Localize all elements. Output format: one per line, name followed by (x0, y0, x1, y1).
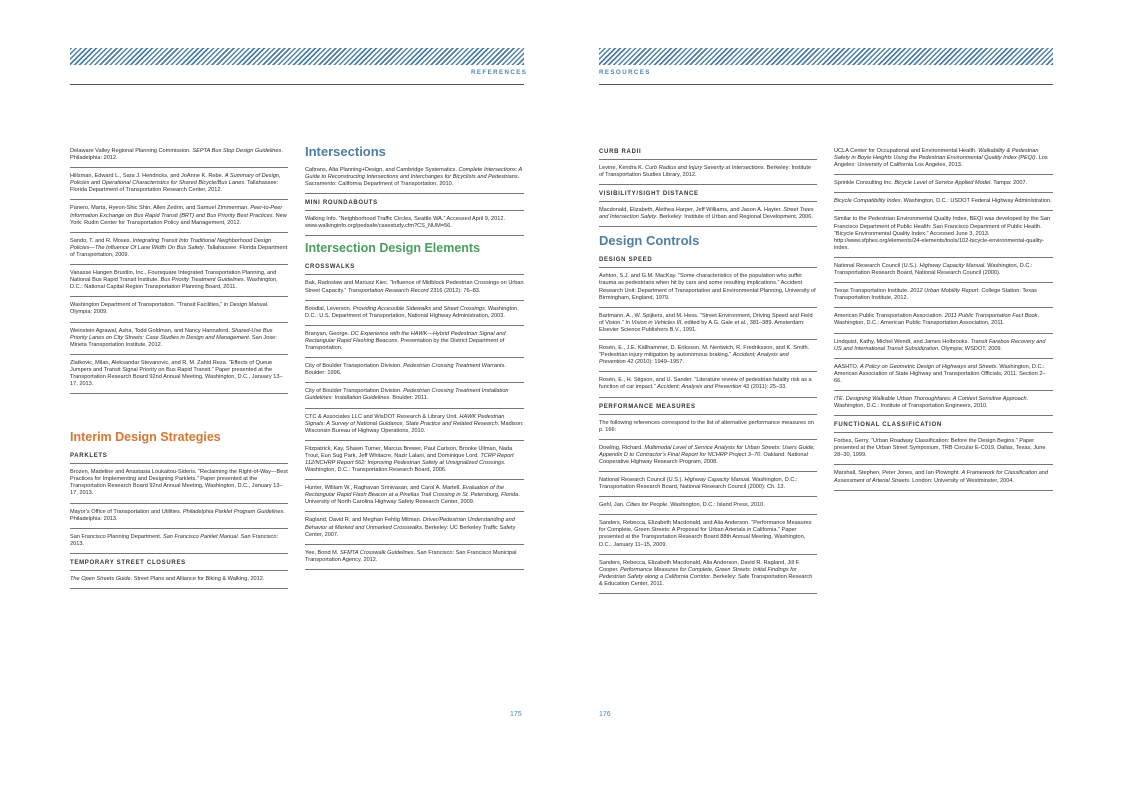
performance-intro: The following references correspond to the list of alternative performance measures on p. 166: (599, 420, 817, 440)
reference-entry: Macdonald, Elizabeth, Alethea Harper, Jeff Williams, and Jason A. Hayter. Street Trees and Intersection Safety. Berkeley: Institute of Urban and Regional Development, 2006. (599, 207, 817, 227)
closures-references (70, 576, 288, 589)
reference-entry: Sprinkle Consulting Inc. Bicycle Level of Service Applied Model. Tampa: 2007. (834, 180, 1053, 193)
reference-entry: Ragland, David R. and Meghan Fehlig Mitman. Driver/Pedestrian Understanding and Behavior at Marked and Unmarked Crosswalks. Berkeley: UC Berkeley Traffic Safety Center, 2007. (305, 517, 524, 544)
reference-entry: UCLA Center for Occupational and Environmental Health. Walkability & Pedestrian Safety in Boyle Heights Using the Pedestrian Environmental Quality Index (PEQI). Los Angeles: University of California Los Angeles, 2013. (834, 148, 1053, 175)
column-1 (70, 148, 288, 594)
reference-entry: Brozen, Madeline and Anastasia Loukaitou-Sideris. “Reclaiming the Right-of-Way—Best Practices for Implementing and Designing Parklets.” Paper presented at the Transportation Research Board 92nd Annual Meeting, Washington, D.C., January 13–17, 2013. (70, 469, 288, 503)
reference-entry: San Francisco Planning Department. San Francisco Parklet Manual. San Francisco: 2013. (70, 534, 288, 554)
left-header-rule (70, 84, 524, 85)
bus-references (70, 148, 288, 394)
reference-entry: Bartmann, A., W. Spijkers, and M. Hess. “Street Environment, Driving Speed and Field of Vision.” In Vision in Vehicles III, edited by A.G. Gale et al., 381–389. Amsterdam: Elsevier Science Publishers B.V., 1991. (599, 313, 817, 340)
subheading-mini-roundabouts: MINI ROUNDABOUTS (305, 199, 524, 211)
reference-entry: Vanasse Hangen Brustlin, Inc., Foursquare Integrated Transportation Planning, and National Bus Rapid Transit Institute. Bus Priority Treatment Guidelines. Washington, D.C.: National Capital Region Transportation Planning Board, 2011. (70, 270, 288, 297)
subheading-performance-measures: PERFORMANCE MEASURES (599, 403, 817, 415)
section-heading-intersections: Intersections (305, 144, 386, 159)
reference-entry: Weinstein Agrawal, Asha, Todd Goldman, and Nancy Hannaford. Shared-Use Bus Priority Lanes on City Streets: Case Studies in Design and Management. San Jose: Mineta Transportation Institute, 2012. (70, 328, 288, 355)
subheading-temporary-closures: TEMPORARY STREET CLOSURES (70, 559, 288, 571)
reference-entry: Panero, Marta, Hyeon-Shic Shin, Allen Zedrin, and Samuel Zimmerman. Peer-to-Peer Information Exchange on Bus Rapid Transit (BRT) and Bus Priority Best Practices. New York: Rudin Center for Transportation Policy and Management, 2012. (70, 205, 288, 232)
crosswalks-references (305, 280, 524, 569)
reference-entry: National Research Council (U.S.). Highway Capacity Manual. Washington, D.C.: Transportation Research Board, National Research Council (2000). (834, 263, 1053, 283)
reference-entry: Walking Info. “Neighborhood Traffic Circles, Seattle WA.” Accessed April 9, 2012. www.walkinginfo.org/pedsafe/casestudy.cfm?CS_NUM=56. (305, 216, 524, 236)
mini-roundabouts-references (305, 216, 524, 236)
column-2 (305, 144, 524, 575)
reference-entry: Caltrans, Alta Planning+Design, and Cambridge Systematics. Complete Intersections: A Guide to Reconstructing Intersections and Interchanges for Bicyclists and Pedestrians. Sacramento: California Department of Transportation, 2010. (305, 167, 524, 194)
reference-entry: Similar to the Pedestrian Environmental Quality Index, BEQI was developed by the San Francisco Department of Public Health: San Francisco Department of Public Health. “Bicycle Environmental Quality Index.” Accessed June 3, 2013. http://www.sfphes.org/elements/24-elements/tools/102-bicycle-environmental-quality-index. (834, 216, 1053, 257)
reference-entry: Gehl, Jan. Cities for People. Washington, D.C.: Island Press, 2010. (599, 502, 817, 515)
reference-entry: Mayor’s Office of Transportation and Utilities. Philadelphia Parklet Program Guidelines. Philadelphia: 2013. (70, 509, 288, 529)
reference-entry: Texas Transportation Institute. 2012 Urban Mobility Report. College Station: Texas Transportation Institute, 2012. (834, 288, 1053, 308)
section-heading-intersection-elements: Intersection Design Elements (305, 241, 481, 256)
right-header-rule (599, 84, 1053, 85)
reference-entry: ITE. Designing Walkable Urban Thoroughfares: A Context Sensitive Approach. Washington, D.C.: Institute of Transportation Engineers, 2010. (834, 396, 1053, 416)
section-heading-interim: Interim Design Strategies (70, 430, 221, 445)
reference-entry: Sanders, Rebecca, Elizabeth Macdonald, Alia Anderson, David R. Ragland, Jill F. Cooper. Performance Measures for Complete, Green Streets: Initial Findings for Pedestrian Safety along a California Corridor. Berkeley: Safe Transportation Research & Education Center, 2011. (599, 560, 817, 594)
reference-entry: Delaware Valley Regional Planning Commission. SEPTA Bus Stop Design Guidelines. Philadelphia: 2012. (70, 148, 288, 168)
reference-entry: Hunter, William W., Raghavan Srinivasan, and Carol A. Martell. Evaluation of the Rectangular Rapid Flash Beacon at a Pinellas Trail Crossing in St. Petersburg, Florida. University of North Carolina Highway Safety Research Center, 2009. (305, 485, 524, 512)
curb-radii-references (599, 165, 817, 185)
reference-entry: City of Boulder Transportation Division. Pedestrian Crossing Treatment Installation Guidelines: Installation Guidelines. Boulder: 2011. (305, 388, 524, 408)
reference-entry: Fitzpatrick, Kay, Shawn Turner, Marcus Brewer, Paul Carlson, Brooke Ullman, Nada Trout, Eun Sug Park, Jeff Whitacre, Nazir Lalani, and Dominique Lord. TCRP Report 112/NCHRP Report 562: Improving Pedestrian Safety at Unsignalized Crossings. Washington, D.C.: Transportation Research Board, 2006. (305, 446, 524, 480)
design-speed-references (599, 273, 817, 397)
subheading-parklets: PARKLETS (70, 452, 288, 464)
intersections-references (305, 167, 524, 194)
running-head-right: RESOURCES (599, 69, 651, 76)
subheading-functional-classification: FUNCTIONAL CLASSIFICATION (834, 421, 1053, 433)
reference-entry: Bak, Radoslaw and Mariusz Kiec. “Influence of Midblock Pedestrian Crossings on Urban Street Capacity.” Transportation Research Record 2316 (2012): 76–83. (305, 280, 524, 300)
page-number-right: 176 (599, 711, 611, 718)
interim-section (70, 430, 288, 589)
reference-entry: Washington Department of Transportation. “Transit Facilities,” in Design Manual. Olympia: 2009. (70, 302, 288, 322)
reference-entry: Boodlal, Leverson. Providing Accessible Sidewalks and Street Crossings. Washington, D.C.: U.S. Department of Transportation, National Highway Administration, 2003. (305, 306, 524, 326)
reference-entry: Dowling, Richard. Multimodal Level of Service Analysis for Urban Streets: Users Guide, Appendix D to Contractor’s Final Report for NCHRP Project 3–70. Oakland: National Cooperative Highway Research Program, 2008. (599, 445, 817, 472)
reference-entry: Zlatkovic, Milan, Aleksandar Stevanovic, and R. M. Zahid Reza. “Effects of Queue Jumpers and Transit Signal Priority on Bus Rapid Transit.” Paper presented at the Transportation Research Board 92nd Annual Meeting, Washington, D.C., January 13–17, 2013. (70, 360, 288, 394)
subheading-design-speed: DESIGN SPEED (599, 256, 817, 268)
left-header-band (70, 48, 524, 65)
page-number-left: 175 (510, 711, 522, 718)
reference-entry: Hillsman, Edward L., Sara J. Hendricks, and JoAnne K. Rebe. A Summary of Design, Policies and Operational Characteristics for Shared Bicycle/Bus Lanes. Tallahassee: Florida Department of Transportation Research Center, 2012. (70, 173, 288, 200)
reference-entry: Lindquist, Kathy, Michel Wendt, and James Holbrooks. Transit Farebox Recovery and US and International Transit Subsidization. Olympia: WSDOT, 2009. (834, 339, 1053, 359)
measures-references (834, 148, 1053, 416)
right-header-band (599, 48, 1053, 65)
reference-entry: Bicycle Compatibility Index. Washington, D.C.: USDOT Federal Highway Administration. (834, 198, 1053, 211)
reference-entry: City of Boulder Transportation Division. Pedestrian Crossing Treatment Warrants. Boulder: 1996. (305, 363, 524, 383)
reference-entry: The Open Streets Guide. Street Plans and Alliance for Biking & Walking, 2012. (70, 576, 288, 589)
column-3 (599, 148, 817, 599)
section-heading-design-controls: Design Controls (599, 233, 700, 249)
visibility-references (599, 207, 817, 227)
parklets-references (70, 469, 288, 554)
reference-entry: Ashton, S.J. and G.M. MacKay. “Some characteristics of the population who suffer trauma as pedestrians when hit by cars and some resulting implications.” Accident Research Unit: Department of Transportation and Environmental Planning, University of Birmingham, England, 1979. (599, 273, 817, 307)
reference-entry: Yee, Bond M. SFMTA Crosswalk Guidelines. San Francisco: San Francisco Municipal Transportation Agency, 2012. (305, 550, 524, 570)
reference-entry: American Public Transportation Association. 2011 Public Transportation Fact Book. Washington, D.C.: American Public Transportation Association, 2011. (834, 313, 1053, 333)
performance-references (599, 445, 817, 594)
reference-entry: National Research Council (U.S.). Highway Capacity Manual. Washington, D.C.: Transportation Research Board, National Research Council (2000): Ch. 13. (599, 477, 817, 497)
subheading-crosswalks: CROSSWALKS (305, 263, 524, 275)
reference-entry: Marshall, Stephen, Peter Jones, and Ian Plowright. A Framework for Classification and Assessment of Arterial Streets. London: University of Westminster, 2004. (834, 470, 1053, 490)
running-head-left: REFERENCES (471, 69, 528, 76)
reference-entry: Forbes, Gerry. “Urban Roadway Classification: Before the Design Begins.” Paper presented at the Urban Street Symposium, TRB Circular E-C019, Dallas, Texas, June 28–30, 1999. (834, 438, 1053, 465)
reference-entry: Branyan, George. DC Experience with the HAWK—Hybrid Pedestrian Signal and Rectangular Rapid Flashing Beacons. Presentation by the District Department of Transportation. (305, 331, 524, 358)
reference-entry: CTC & Associates LLC and WisDOT Research & Library Unit. HAWK Pedestrian Signals: A Survey of National Guidance, State Practice and Related Research. Madison: Wisconsin Bureau of Highway Operations, 2010. (305, 414, 524, 441)
reference-entry: Sanders, Rebecca, Elizabeth Macdonald, and Alia Anderson. “Performance Measures for Complete, Green Streets: A Proposal for Urban Arterials in California.” Paper presented at the Transportation Research Board 88th Annual Meeting, Washington, D.C., January 11–15, 2009. (599, 520, 817, 554)
subheading-visibility: VISIBILITY/SIGHT DISTANCE (599, 190, 817, 202)
subheading-curb-radii: CURB RADII (599, 148, 817, 160)
reference-entry: Levine, Kendra K. Curb Radius and Injury Severity at Intersections. Berkeley: Institute of Transportation Studies Library, 2012. (599, 165, 817, 185)
functional-classification-references (834, 438, 1053, 490)
reference-entry: Rosén, E., J.E. Källhammer, D. Eriksson, M. Nentwich, R. Fredriksson, and K. Smith. “Pedestrian injury mitigation by autonomous braking.” Accident; Analysis and Prevention 42 (2010): 1949–1957. (599, 345, 817, 372)
reference-entry: Sando, T. and R. Moses. Integrating Transit Into Traditional Neighborhood Design Policies—The Influence Of Lane Width On Bus Safety. Tallahassee: Florida Department of Transportation, 2009. (70, 238, 288, 265)
column-4 (834, 148, 1053, 496)
reference-entry: Rosén, E., H. Stigson, and U. Sander. “Literature review of pedestrian fatality risk as a function of car impact.” Accident; Analysis and Prevention 43 (2011): 25–33. (599, 377, 817, 397)
reference-entry: AASHTO. A Policy on Geometric Design of Highways and Streets. Washington, D.C.: American Association of State Highway and Transportation Officials, 2011. Section 2–66. (834, 364, 1053, 391)
